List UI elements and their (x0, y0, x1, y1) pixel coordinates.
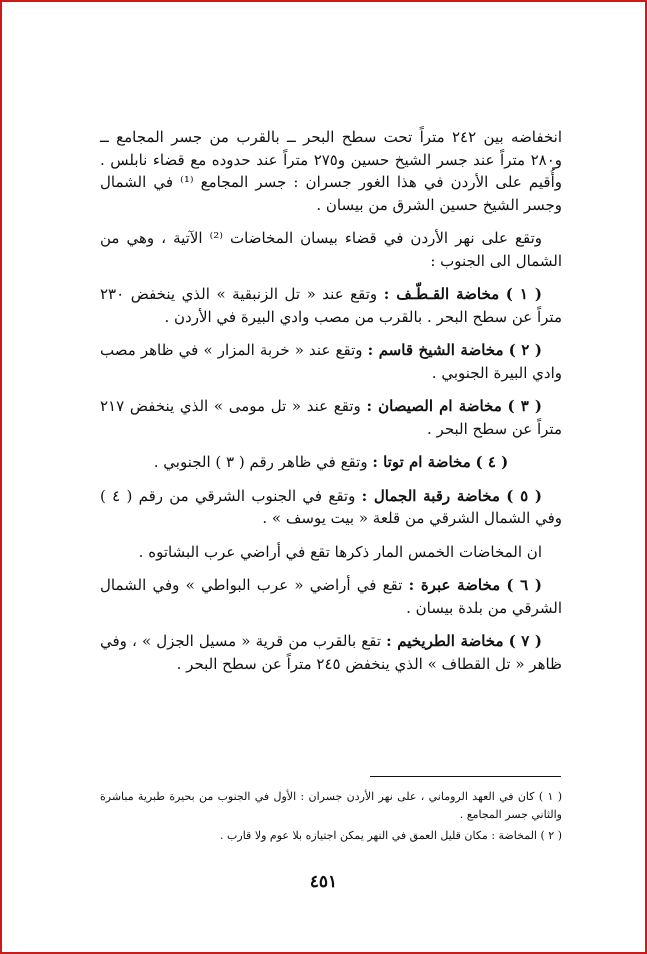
entry-name: مخاضة الشيخ قاسم : (367, 341, 504, 359)
entry-number: ( ٢ ) (508, 341, 542, 359)
entry-number: ( ٣ ) (507, 397, 542, 415)
footnotes (100, 788, 562, 848)
entry-text: وتقع عند « خربة المزار » في ظاهر مصب وادي البيرة الجنوبي . (100, 341, 562, 382)
ford-entry-1 (100, 283, 562, 328)
ford-entry-3 (100, 395, 562, 440)
ford-entry-5 (100, 485, 562, 530)
paragraph-note: ان المخاضات الخمس المار ذكرها تقع في أراضي عرب البشاتوه . (138, 542, 542, 561)
ford-entry-7 (100, 630, 562, 675)
entry-number: ( ٤ ) (475, 453, 509, 471)
paragraph-fords-intro: وتقع على نهر الأردن في قضاء بيسان المخاضات ⁽²⁾ الآتية ، وهي من الشمال الى الجنوب : (100, 229, 562, 270)
entry-text: تقع في أراضي « عرب البواطي » وفي الشمال الشرقي من بلدة بيسان . (100, 576, 562, 617)
entry-number: ( ٦ ) (506, 576, 542, 594)
entry-name: مخاضة القـطّـف : (383, 285, 500, 303)
paragraph-intro: انخفاضه بين ٢٤٢ متراً تحت سطح البحر ــ بالقرب من جسر المجامع ــ و٢٨٠ متراً عند جسر الشيخ حسين و٢٧٥ متراً عند حدوده مع قضاء نابلس . وأُقيم على الأردن في هذا الغور جسران : جسر المجامع ⁽¹⁾ في الشمال وجسر الشيخ حسين الشرق من بيسان . (100, 128, 563, 214)
entry-name: مخاضة عبرة : (408, 576, 501, 594)
page-number: ٤٥١ (309, 872, 338, 892)
ford-entry-6 (100, 574, 562, 619)
footnote-2: ( ٢ ) المخاضة : مكان قليل العمق في النهر يمكن اجتيازه بلا عوم ولا قارب . (220, 829, 562, 842)
entry-name: مخاضة الطريخيم : (386, 632, 504, 650)
entry-text: وتقع في ظاهر رقم ( ٣ ) الجنوبي . (153, 453, 368, 471)
entry-number: ( ١ ) (505, 285, 542, 303)
entry-text: وتقع في الجنوب الشرقي من رقم ( ٤ ) وفي الشمال الشرقي من قلعة « بيت يوسف » . (100, 486, 562, 527)
entry-name: مخاضة ام الصيصان : (366, 397, 502, 415)
entry-text: وتقع عند « تل الزنبقية » الذي ينخفض ٢٣٠ متراً عن سطح البحر . بالقرب من مصب وادي البيرة في الأردن . (100, 285, 562, 326)
footnote-1: ( ١ ) كان في العهد الروماني ، على نهر الأردن جسران : الأول في الجنوب من بحيرة طبرية مباشرة والثاني جسر المجامع . (100, 790, 562, 821)
ford-entry-2 (100, 339, 562, 384)
ford-entry-4 (100, 451, 562, 474)
entry-text: وتقع عند « تل مومى » الذي ينخفض ٢١٧ متراً عن سطح البحر . (100, 397, 562, 438)
entry-number: ( ٧ ) (508, 632, 543, 650)
main-text (100, 126, 562, 675)
entry-name: مخاضة رقبة الجمال : (361, 486, 500, 505)
entry-number: ( ٥ ) (506, 486, 542, 505)
entry-text: تقع بالقرب من قرية « مسيل الجزل » ، وفي ظاهر « تل القطاف » الذي ينخفض ٢٤٥ متراً عن سطح البحر . (100, 632, 562, 673)
entry-name: مخاضة ام توتا : (372, 453, 471, 471)
footnote-divider (370, 776, 561, 777)
